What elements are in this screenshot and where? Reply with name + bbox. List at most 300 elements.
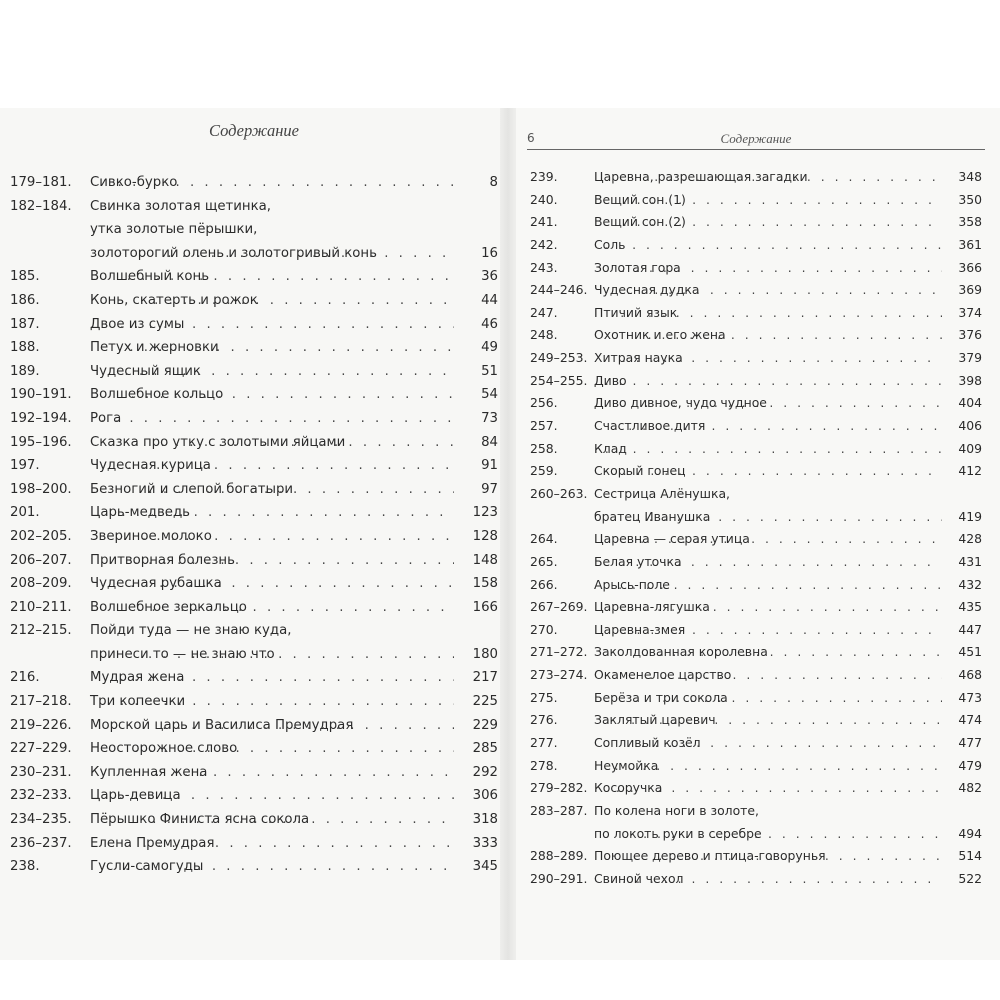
toc-entry	[530, 460, 982, 483]
toc-entry-title-line: принеси то — не знаю что	[90, 646, 275, 662]
toc-entry-title	[90, 289, 454, 313]
toc-entry-numbers: 198–200.	[10, 481, 72, 497]
toc-entry	[10, 761, 498, 785]
toc-entry-page-number: 285	[472, 741, 498, 757]
toc-entry	[530, 664, 982, 687]
toc-entry	[10, 431, 498, 455]
toc-entry-numbers: 190–191.	[10, 387, 72, 403]
toc-entry	[530, 324, 982, 347]
toc-entry-numbers: 185.	[10, 269, 40, 285]
toc-entry	[10, 737, 498, 761]
toc-entry-title	[90, 360, 454, 384]
toc-entry-title-lines	[594, 347, 683, 370]
toc-entry-title	[594, 279, 942, 302]
toc-entry-page-number: 379	[958, 350, 982, 366]
toc-entry-title-lines	[594, 528, 750, 551]
toc-entry-numbers: 258.	[530, 440, 558, 456]
toc-entry-title	[90, 572, 454, 596]
toc-dot-leader	[124, 360, 454, 384]
toc-entry-title-line: Чудесная рубашка	[90, 576, 222, 592]
toc-entry-title	[594, 324, 942, 347]
toc-entry	[10, 171, 498, 195]
toc-entry-title-line: По колена ноги в золоте,	[594, 802, 759, 818]
toc-entry-numbers: 239.	[530, 169, 558, 184]
toc-entry-title	[594, 732, 942, 755]
toc-entry-title	[90, 407, 454, 431]
toc-entry	[10, 596, 498, 620]
toc-entry-numbers: 288–289.	[530, 848, 588, 864]
toc-entry	[530, 392, 982, 415]
toc-entry-title	[594, 755, 942, 778]
toc-dot-leader	[604, 234, 942, 257]
toc-entry-title-line: Берёза и три сокола	[594, 689, 728, 705]
toc-entry-numbers: 264.	[530, 531, 558, 547]
toc-entry-title-lines	[594, 415, 706, 438]
toc-dot-leader	[620, 302, 942, 325]
toc-entry	[10, 289, 498, 313]
toc-entry-page-number: 494	[958, 825, 982, 841]
toc-entry-numbers: 277.	[530, 735, 558, 751]
toc-entry-title-lines	[90, 195, 377, 266]
toc-entry-title-line: Царевна, разрешающая загадки	[594, 168, 808, 184]
toc-entry-title-lines	[90, 549, 235, 573]
toc-entry	[530, 755, 982, 778]
toc-entry	[530, 800, 982, 845]
toc-entry	[10, 195, 498, 266]
toc-entry-title-lines	[90, 832, 215, 856]
toc-entry-title-lines	[594, 302, 678, 325]
toc-entry-title-lines	[594, 709, 716, 732]
toc-entry-page-number: 54	[481, 387, 498, 403]
toc-entry-title-lines	[90, 784, 181, 808]
toc-entry	[10, 855, 498, 879]
toc-entry-title	[90, 501, 454, 525]
toc-entry-numbers: 244–246.	[530, 282, 588, 298]
toc-entry-title-line: Мудрая жена	[90, 670, 185, 686]
toc-dot-leader	[623, 460, 942, 483]
toc-entry-title-line: Неосторожное слово	[90, 741, 238, 757]
toc-entry-title-lines	[594, 619, 686, 642]
toc-entry-title-line: Диво дивное, чудо чудное	[594, 395, 767, 411]
toc-entry	[10, 572, 498, 596]
toc-entry-title-lines	[90, 808, 310, 832]
toc-entry-numbers: 256.	[530, 395, 558, 411]
toc-entry-title	[90, 596, 454, 620]
toc-entry-page-number: 51	[481, 363, 498, 379]
toc-entry-title-line: Белая уточка	[594, 553, 682, 569]
toc-entry-title-lines	[594, 211, 686, 234]
toc-entry-title-lines	[90, 666, 185, 690]
toc-dot-leader	[140, 289, 454, 313]
toc-entry	[530, 370, 982, 393]
toc-dot-leader	[622, 347, 942, 370]
toc-entry-page-number: 482	[958, 780, 982, 796]
toc-entry-title-lines	[594, 279, 700, 302]
toc-entry-page-number: 412	[958, 463, 982, 479]
toc-entry-title	[90, 431, 454, 455]
toc-entry-title-lines	[90, 360, 201, 384]
toc-dot-leader	[121, 501, 454, 525]
toc-dot-leader	[658, 845, 942, 868]
toc-entry-title-line: Поющее дерево и птица-говорунья	[594, 848, 826, 864]
toc-dot-leader	[634, 687, 942, 710]
toc-entry-numbers: 202–205.	[10, 528, 72, 544]
toc-entry	[530, 868, 982, 891]
toc-entry-title-line: Притворная болезнь	[90, 552, 235, 568]
toc-entry-title	[90, 171, 454, 195]
toc-entry-title-line: Арысь-поле	[594, 576, 670, 592]
toc-entry-title	[594, 415, 942, 438]
toc-entry-title-line: Чудесный ящик	[90, 363, 201, 379]
toc-entry-title-line: Звериное молоко	[90, 528, 212, 544]
toc-entry-numbers: 259.	[530, 463, 558, 479]
toc-entry-title-line: Сивко-бурко	[90, 175, 178, 190]
toc-entry-title	[90, 855, 454, 879]
toc-dot-leader	[129, 336, 454, 360]
toc-entry	[530, 732, 982, 755]
toc-entry-page-number: 435	[958, 599, 982, 615]
toc-entry-numbers: 217–218.	[10, 694, 72, 710]
toc-entry	[10, 525, 498, 549]
toc-entry-title	[90, 336, 454, 360]
toc-dot-leader	[161, 431, 454, 455]
toc-entry-title-line: Скорый гонец	[594, 463, 686, 479]
toc-dot-leader	[644, 392, 942, 415]
toc-entry	[530, 709, 982, 732]
toc-entry-page-number: 8	[489, 175, 498, 190]
toc-dot-leader	[137, 596, 454, 620]
toc-entry-title-line: Двое из сумы	[90, 316, 185, 332]
toc-entry-page-number: 36	[481, 269, 498, 285]
toc-entry-numbers: 290–291.	[530, 870, 588, 886]
toc-dot-leader	[162, 714, 454, 738]
toc-entry-numbers: 238.	[10, 859, 40, 875]
toc-entry-title-line: Волшебное кольцо	[90, 387, 224, 403]
toc-entry-title-line: Волшебное зеркальцо	[90, 599, 247, 615]
toc-entry	[530, 551, 982, 574]
toc-entry-title	[594, 189, 942, 212]
toc-entry-title-line: Гусли-самогуды	[90, 859, 204, 875]
toc-dot-leader	[635, 664, 942, 687]
toc-entry-title-line: братец Иванушка	[594, 508, 711, 524]
toc-entry-title-lines	[594, 460, 686, 483]
toc-entry-title-lines	[90, 525, 212, 549]
toc-entry-title-lines	[90, 407, 122, 431]
toc-entry-title	[594, 460, 942, 483]
toc-entry-page-number: 292	[472, 764, 498, 780]
toc-dot-leader	[631, 709, 942, 732]
toc-entry-title	[594, 551, 942, 574]
toc-entry-title-lines	[594, 189, 686, 212]
toc-entry-numbers: 192–194.	[10, 410, 72, 426]
toc-entry	[530, 166, 982, 189]
toc-entry-title-lines	[90, 289, 258, 313]
toc-entry-title	[594, 664, 942, 687]
toc-entry-page-number: 166	[472, 599, 498, 615]
toc-entry-title-line: Чудесная дудка	[594, 282, 700, 298]
toc-entry-numbers: 236–237.	[10, 835, 72, 851]
toc-entry-title-lines	[90, 619, 292, 666]
toc-dot-leader	[616, 777, 942, 800]
toc-entry-title	[90, 265, 454, 289]
toc-entry-numbers: 248.	[530, 327, 558, 343]
toc-entry	[530, 438, 982, 461]
toc-entry-title-line: Вещий сон (1)	[594, 191, 686, 207]
toc-entry-title-lines	[594, 483, 730, 528]
toc-entry-title	[90, 549, 454, 573]
toc-dot-leader	[127, 525, 454, 549]
toc-entry-title	[90, 454, 454, 478]
toc-entry-page-number: 358	[958, 214, 982, 230]
toc-dot-leader	[622, 551, 942, 574]
toc-dot-leader	[629, 596, 942, 619]
toc-entry	[10, 478, 498, 502]
toc-dot-leader	[130, 572, 454, 596]
toc-dot-leader	[623, 189, 942, 212]
toc-entry-page-number: 16	[481, 245, 498, 261]
toc-entry-title	[90, 737, 454, 761]
toc-entry-title-lines	[594, 664, 732, 687]
toc-entry-numbers: 278.	[530, 757, 558, 773]
toc-entry	[10, 832, 498, 856]
toc-entry-page-number: 369	[958, 282, 982, 298]
toc-entry-title-lines	[594, 755, 659, 778]
toc-entry-title-line: Петух и жерновки	[90, 340, 219, 356]
toc-dot-leader	[100, 407, 454, 431]
toc-entry-title-lines	[594, 438, 627, 461]
toc-entry-title-line: Счастливое дитя	[594, 418, 706, 434]
toc-entry-title-lines	[594, 777, 663, 800]
toc-entry	[10, 407, 498, 431]
toc-entry	[10, 666, 498, 690]
toc-entry-title	[594, 800, 942, 845]
toc-dot-leader	[605, 438, 942, 461]
toc-entry	[530, 415, 982, 438]
toc-entry	[10, 313, 498, 337]
toc-entry-page-number: 350	[958, 191, 982, 207]
toc-entry-numbers: 188.	[10, 340, 40, 356]
toc-entry-title	[594, 166, 942, 189]
toc-entry-page-number: 419	[958, 508, 982, 524]
toc-entry-title	[594, 234, 942, 257]
toc-entry-numbers: 189.	[10, 363, 40, 379]
toc-entry-page-number: 180	[472, 646, 498, 662]
toc-entry-page-number: 84	[481, 434, 498, 450]
toc-entry	[10, 501, 498, 525]
toc-entry-title-line: Царевна-змея	[594, 621, 686, 637]
toc-entry-title	[90, 383, 454, 407]
toc-entry-title	[90, 666, 454, 690]
toc-entry-title	[594, 347, 942, 370]
toc-dot-leader	[126, 761, 454, 785]
toc-entry	[530, 845, 982, 868]
toc-entry-numbers: 216.	[10, 670, 40, 686]
toc-entry-page-number: 428	[958, 531, 982, 547]
toc-entry-numbers: 227–229.	[10, 741, 72, 757]
toc-entry-numbers: 201.	[10, 505, 40, 521]
toc-entry-numbers: 208–209.	[10, 576, 72, 592]
toc-entry-title-line: Клад	[594, 440, 627, 456]
toc-entry	[530, 483, 982, 528]
toc-entry-title-lines	[594, 868, 684, 891]
toc-dot-leader	[643, 823, 942, 846]
toc-entry-page-number: 158	[472, 576, 498, 592]
toc-entry-numbers: 187.	[10, 316, 40, 332]
toc-entry-numbers: 212–215.	[10, 623, 72, 639]
toc-entry	[530, 189, 982, 212]
toc-dot-leader	[148, 478, 454, 502]
toc-entry-page-number: 73	[481, 410, 498, 426]
toc-dot-leader	[134, 549, 454, 573]
toc-entry-title	[594, 257, 942, 280]
toc-entry-page-number: 306	[472, 788, 498, 804]
toc-entry	[530, 777, 982, 800]
toc-entry-title-line: Пойди туда — не знаю куда,	[90, 623, 292, 639]
toc-entry-numbers: 273–274.	[530, 667, 588, 683]
toc-entry-title	[594, 392, 942, 415]
toc-entry	[10, 690, 498, 714]
left-toc-list	[10, 171, 498, 879]
toc-entry-title-lines	[594, 845, 826, 868]
toc-entry-title	[90, 690, 454, 714]
toc-entry-title-line: Диво	[594, 372, 627, 388]
toc-entry-title-line: Окаменелое царство	[594, 667, 732, 683]
toc-entry-page-number: 432	[958, 576, 982, 592]
toc-dot-leader	[623, 211, 942, 234]
toc-entry-numbers: 279–282.	[530, 780, 588, 796]
toc-entry-title-line: Конь, скатерть и рожок	[90, 292, 258, 308]
toc-entry-page-number: 128	[472, 528, 498, 544]
toc-entry-title-lines	[594, 551, 682, 574]
toc-entry-title-lines	[90, 454, 211, 478]
toc-dot-leader	[148, 643, 454, 667]
toc-entry-title-lines	[90, 171, 178, 195]
left-page-header: Содержание	[208, 121, 299, 140]
toc-dot-leader	[615, 755, 942, 778]
toc-entry-title	[594, 687, 942, 710]
toc-entry	[530, 619, 982, 642]
toc-entry-page-number: 97	[481, 481, 498, 497]
toc-entry-page-number: 522	[958, 870, 982, 886]
toc-entry-title	[594, 709, 942, 732]
toc-entry	[10, 619, 498, 666]
toc-entry-title	[594, 302, 942, 325]
toc-entry-page-number: 374	[958, 304, 982, 320]
toc-entry-page-number: 447	[958, 621, 982, 637]
toc-entry-title	[594, 845, 942, 868]
toc-entry-numbers: 186.	[10, 292, 40, 308]
toc-entry-numbers: 182–184.	[10, 198, 72, 214]
toc-entry	[530, 257, 982, 280]
toc-entry-title-line: Три копеечки	[90, 694, 186, 710]
toc-entry-numbers: 271–272.	[530, 644, 588, 660]
toc-dot-leader	[128, 832, 454, 856]
toc-entry-page-number: 473	[958, 689, 982, 705]
toc-entry-title-line: Птичий язык	[594, 304, 678, 320]
toc-entry-page-number: 123	[472, 505, 498, 521]
toc-entry-numbers: 267–269.	[530, 599, 588, 615]
toc-dot-leader	[628, 415, 942, 438]
toc-entry-page-number: 44	[481, 292, 498, 308]
toc-dot-leader	[120, 690, 454, 714]
toc-entry-title-line: Рога	[90, 410, 122, 426]
toc-entry	[530, 528, 982, 551]
toc-entry-title	[594, 574, 942, 597]
toc-entry-numbers: 232–233.	[10, 788, 72, 804]
toc-entry	[10, 714, 498, 738]
toc-dot-leader	[125, 855, 454, 879]
toc-entry-title	[90, 832, 454, 856]
toc-entry-page-number: 318	[472, 812, 498, 828]
toc-entry-title	[594, 619, 942, 642]
toc-entry-page-number: 366	[958, 259, 982, 275]
toc-entry-title-lines	[90, 714, 354, 738]
toc-entry-title-lines	[594, 574, 670, 597]
toc-dot-leader	[119, 784, 454, 808]
toc-entry-page-number: 148	[472, 552, 498, 568]
toc-entry	[530, 234, 982, 257]
toc-entry-title-lines	[90, 761, 208, 785]
toc-entry-page-number: 514	[958, 848, 982, 864]
toc-entry-title-line: Заклятый царевич	[594, 712, 716, 728]
toc-entry	[10, 549, 498, 573]
toc-entry-title	[90, 784, 454, 808]
toc-entry-numbers: 230–231.	[10, 764, 72, 780]
toc-entry-numbers: 283–287.	[530, 802, 588, 818]
toc-entry-numbers: 247.	[530, 304, 558, 320]
toc-entry-numbers: 275.	[530, 689, 558, 705]
toc-entry-title-line: Морской царь и Василиса Премудрая	[90, 717, 354, 733]
toc-entry-title	[90, 478, 454, 502]
toc-entry-title-line: Царь-медведь	[90, 505, 190, 521]
toc-entry	[10, 454, 498, 478]
toc-entry-title-line: Вещий сон (2)	[594, 214, 686, 230]
toc-entry-title-line: Неумойка	[594, 757, 659, 773]
toc-entry-title-lines	[594, 732, 701, 755]
toc-entry	[530, 687, 982, 710]
toc-entry-page-number: 46	[481, 316, 498, 332]
toc-entry	[530, 641, 982, 664]
toc-entry-title-lines	[594, 641, 768, 664]
toc-entry-title-lines	[90, 478, 294, 502]
toc-entry-title	[594, 641, 942, 664]
toc-entry-title-line: Купленная жена	[90, 764, 208, 780]
toc-entry-numbers: 257.	[530, 418, 558, 434]
toc-entry-title	[594, 868, 942, 891]
toc-dot-leader	[623, 619, 942, 642]
toc-entry-page-number: 376	[958, 327, 982, 343]
toc-dot-leader	[605, 370, 942, 393]
toc-dot-leader	[621, 257, 942, 280]
toc-entry-page-number: 217	[472, 670, 498, 686]
toc-dot-leader	[618, 574, 942, 597]
toc-entry-title	[594, 211, 942, 234]
toc-entry-title-lines	[90, 596, 247, 620]
toc-entry-title-line: Царь-девица	[90, 788, 181, 804]
toc-entry-numbers: 242.	[530, 236, 558, 252]
toc-entry-title	[90, 313, 454, 337]
toc-entry-title	[594, 370, 942, 393]
toc-entry-title	[594, 528, 942, 551]
toc-dot-leader	[622, 868, 942, 891]
toc-dot-leader	[654, 166, 942, 189]
toc-entry	[10, 336, 498, 360]
toc-entry	[530, 574, 982, 597]
toc-entry-numbers: 254–255.	[530, 372, 588, 388]
toc-entry-title-line: Елена Премудрая	[90, 835, 215, 851]
toc-entry-title-lines	[90, 336, 219, 360]
toc-entry-numbers: 206–207.	[10, 552, 72, 568]
